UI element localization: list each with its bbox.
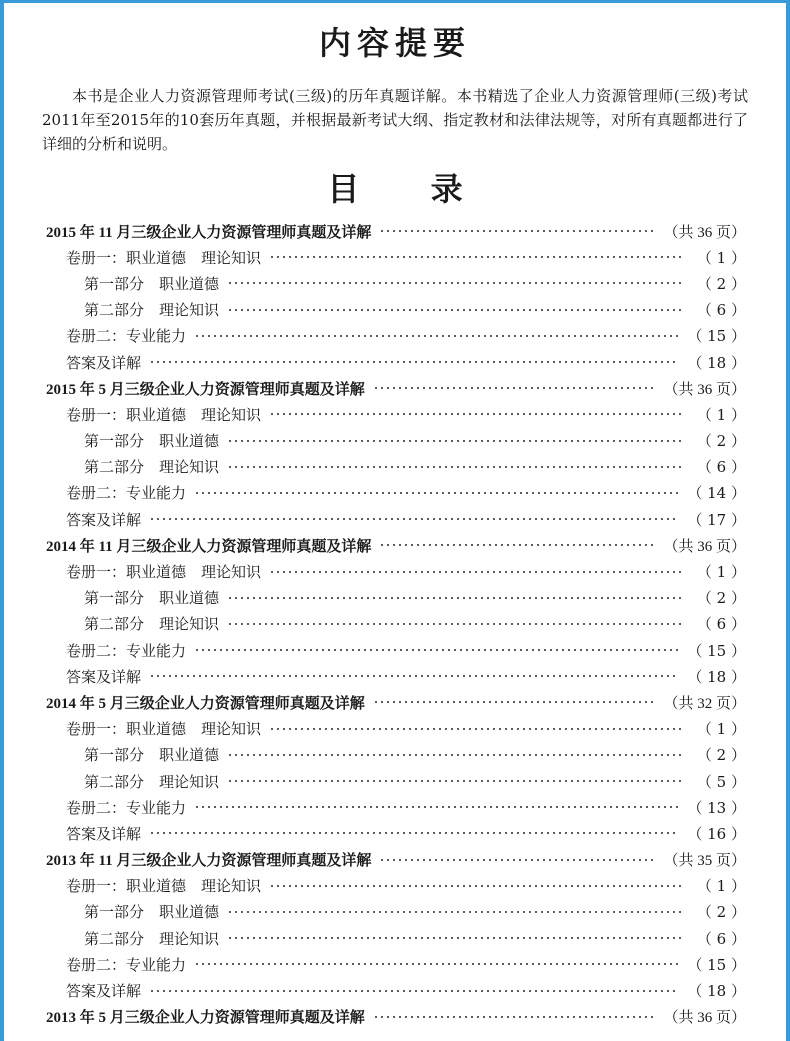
toc-exam-entry[interactable] [46,532,746,558]
dot-leader [149,990,679,992]
toc-entry-page: （ 18 ） [687,353,746,372]
toc-entry-label: 卷册二：专业能力 [66,955,187,974]
toc-part-entry[interactable] [46,899,746,925]
toc-entry-page: （ 16 ） [687,824,746,843]
toc-entry-label: 卷册二：专业能力 [66,641,187,660]
toc-exam-entry[interactable] [46,1004,746,1030]
toc-entry-page: （ 17 ） [687,510,746,529]
toc-entry-page: （ 1 ） [696,405,746,424]
toc-volume-entry[interactable] [46,794,746,820]
toc-entry-label: 卷册二：专业能力 [66,484,187,503]
dot-leader [227,623,682,625]
summary-title: 内容提要 [318,24,471,62]
toc-entry-label: 2014 年 5 月三级企业人力资源管理师真题及详解 [46,695,365,712]
dot-leader [227,780,682,782]
dot-leader [269,256,682,258]
toc-volume-entry[interactable] [46,951,746,977]
toc-entry-page: （ 15 ） [687,955,746,974]
toc-part-entry[interactable] [46,585,746,611]
toc-entry-label: 2014 年 11 月三级企业人力资源管理师真题及详解 [46,538,372,555]
toc-entry-label: 答案及详解 [66,510,142,529]
toc-entry-label: 卷册一：职业道德 理论知识 [66,877,262,896]
dot-leader [227,440,682,442]
toc-entry-label: 答案及详解 [66,667,142,686]
toc-entry-page: （ 15 ） [687,641,746,660]
dot-leader [227,597,682,599]
toc-entry-page: （ 18 ） [687,982,746,1001]
toc-entry-page: （ 2 ） [696,274,746,293]
toc-entry-label: 第二部分 理论知识 [84,772,220,791]
frame-left-border [0,0,4,1041]
toc-volume-entry[interactable] [46,637,746,663]
toc-entry-page: （ 1 ） [696,248,746,267]
toc-entry-label: 第一部分 职业道德 [84,903,220,922]
toc-volume-entry[interactable] [46,323,746,349]
dot-leader [269,728,682,730]
dot-leader [227,911,682,913]
toc-entry-label: 第二部分 理论知识 [84,615,220,634]
toc-volume-entry[interactable] [46,401,746,427]
toc-entry-label: 卷册二：专业能力 [66,327,187,346]
dot-leader [227,282,682,284]
toc-entry-page: （ 6 ） [696,929,746,948]
dot-leader [149,361,679,363]
toc-entry-page: （共 36 页） [663,381,746,398]
dot-leader [373,387,656,389]
dot-leader [379,230,655,232]
toc-entry-label: 卷册二：专业能力 [66,798,187,817]
toc-entry-page: （共 36 页） [663,538,746,555]
toc-entry-page: （ 1 ） [696,563,746,582]
toc-volume-entry[interactable] [46,873,746,899]
toc-entry-page: （ 15 ） [687,327,746,346]
dot-leader [149,518,679,520]
toc-entry-label: 答案及详解 [66,982,142,1001]
toc-entry-label: 第一部分 职业道德 [84,589,220,608]
dot-leader [227,466,682,468]
toc-part-entry[interactable] [46,925,746,951]
toc-entry-label: 卷册一：职业道德 理论知识 [66,248,262,267]
toc-part-entry[interactable] [46,768,746,794]
toc-entry-label: 2015 年 5 月三级企业人力资源管理师真题及详解 [46,381,365,398]
dot-leader [379,859,655,861]
dot-leader [149,675,679,677]
dot-leader [373,701,656,703]
dot-leader [194,806,679,808]
dot-leader [194,649,679,651]
toc-volume-entry[interactable] [46,480,746,506]
toc-part-entry[interactable] [46,297,746,323]
dot-leader [227,937,682,939]
toc-part-entry[interactable] [46,428,746,454]
toc-entry-label: 第二部分 理论知识 [84,301,220,320]
toc-entry-label: 第一部分 职业道德 [84,274,220,293]
toc-answers-entry[interactable] [46,663,746,689]
table-of-contents [46,218,746,1030]
dot-leader [227,754,682,756]
toc-volume-entry[interactable] [46,244,746,270]
toc-entry-label: 第二部分 理论知识 [84,929,220,948]
summary-paragraph: 本书是企业人力资源管理师考试(三级)的历年真题详解。本书精选了企业人力资源管理师(三级)考试2011年至2015年的10套历年真题，并根据最新考试大纲、指定教材和法律法规等，对所有真题都进行了详细的分析和说明。 [42,87,748,153]
toc-title: 目 录 [327,170,493,208]
dot-leader [227,309,682,311]
dot-leader [269,571,682,573]
toc-entry-page: （ 6 ） [696,615,746,634]
toc-exam-entry[interactable] [46,847,746,873]
toc-entry-page: （ 2 ） [696,746,746,765]
toc-part-entry[interactable] [46,270,746,296]
toc-entry-page: （共 32 页） [663,695,746,712]
dot-leader [194,492,679,494]
toc-answers-entry[interactable] [46,506,746,532]
toc-entry-page: （共 35 页） [663,853,746,870]
toc-answers-entry[interactable] [46,349,746,375]
toc-entry-page: （ 2 ） [696,903,746,922]
toc-entry-page: （ 6 ） [696,458,746,477]
frame-top-border [0,0,790,3]
dot-leader [373,1016,656,1018]
toc-entry-page: （ 18 ） [687,667,746,686]
toc-part-entry[interactable] [46,611,746,637]
toc-entry-page: （ 2 ） [696,589,746,608]
dot-leader [149,832,679,834]
toc-entry-label: 2013 年 11 月三级企业人力资源管理师真题及详解 [46,853,372,870]
toc-entry-label: 答案及详解 [66,353,142,372]
toc-entry-label: 2015 年 11 月三级企业人力资源管理师真题及详解 [46,224,372,241]
toc-entry-label: 答案及详解 [66,824,142,843]
toc-entry-page: （共 36 页） [663,1010,746,1027]
dot-leader [194,963,679,965]
frame-right-border [786,0,790,1041]
dot-leader [194,335,679,337]
toc-answers-entry[interactable] [46,820,746,846]
dot-leader [379,544,655,546]
toc-exam-entry[interactable] [46,218,746,244]
toc-entry-label: 卷册一：职业道德 理论知识 [66,563,262,582]
toc-part-entry[interactable] [46,454,746,480]
dot-leader [269,885,682,887]
toc-entry-label: 2013 年 5 月三级企业人力资源管理师真题及详解 [46,1010,365,1027]
toc-entry-page: （ 1 ） [696,720,746,739]
toc-entry-label: 第一部分 职业道德 [84,432,220,451]
toc-entry-page: （ 13 ） [687,798,746,817]
toc-entry-label: 第一部分 职业道德 [84,746,220,765]
toc-entry-label: 卷册一：职业道德 理论知识 [66,720,262,739]
toc-entry-page: （ 6 ） [696,301,746,320]
toc-entry-label: 第二部分 理论知识 [84,458,220,477]
toc-volume-entry[interactable] [46,558,746,584]
toc-entry-page: （ 2 ） [696,432,746,451]
toc-part-entry[interactable] [46,742,746,768]
toc-exam-entry[interactable] [46,375,746,401]
toc-entry-page: （ 5 ） [696,772,746,791]
toc-entry-page: （ 14 ） [687,484,746,503]
toc-answers-entry[interactable] [46,977,746,1003]
toc-exam-entry[interactable] [46,689,746,715]
toc-entry-page: （ 1 ） [696,877,746,896]
toc-entry-page: （共 36 页） [663,224,746,241]
dot-leader [269,413,682,415]
toc-entry-label: 卷册一：职业道德 理论知识 [66,405,262,424]
toc-volume-entry[interactable] [46,716,746,742]
